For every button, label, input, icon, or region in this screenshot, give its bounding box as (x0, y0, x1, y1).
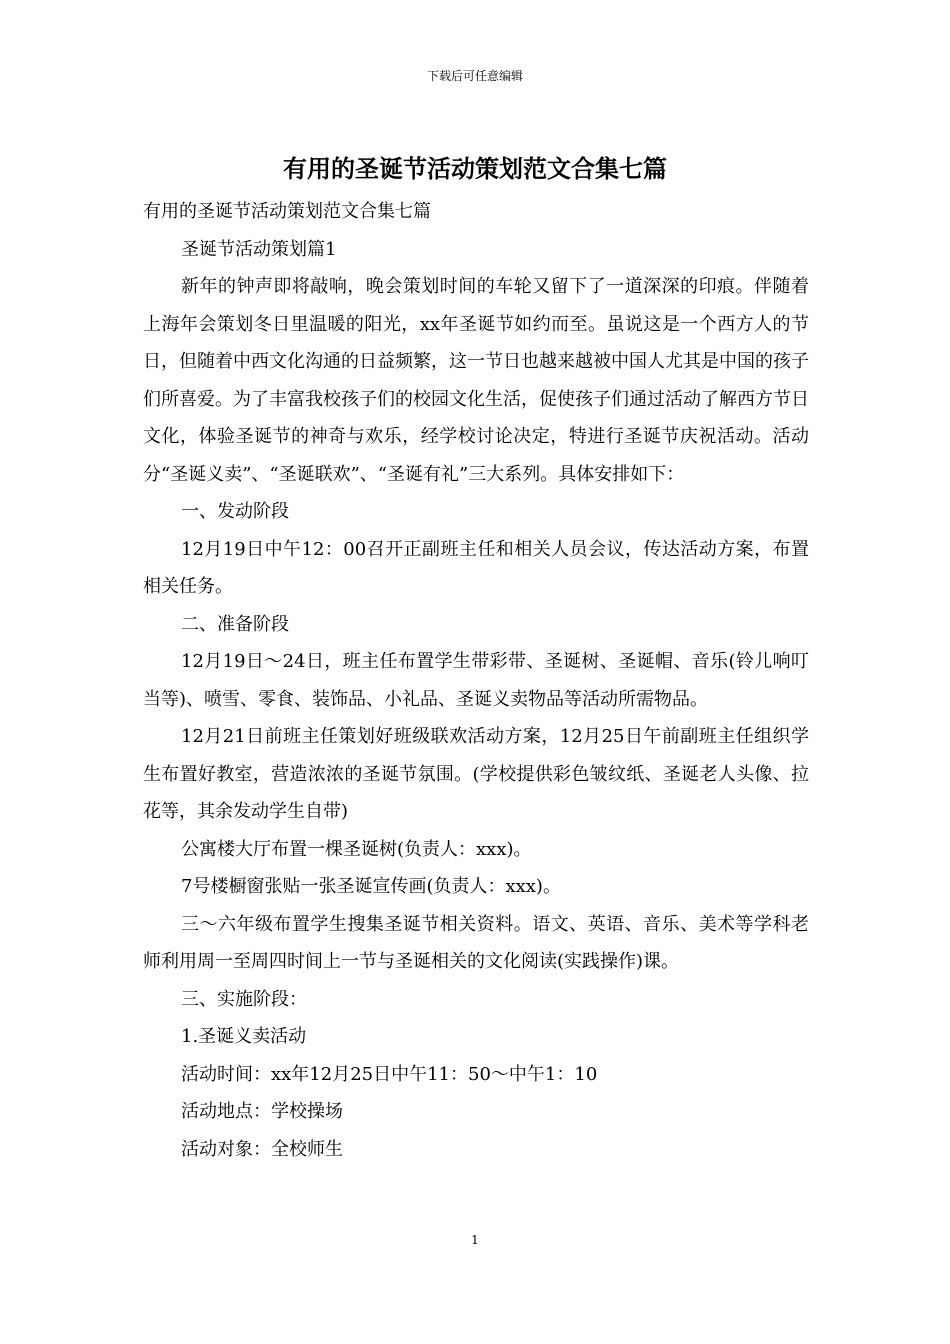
paragraph-stage-2-body-5: 三～六年级布置学生搜集圣诞节相关资料。语文、英语、音乐、美术等学科老师利用周一至周四时间上一节与圣诞相关的文化阅读(实践操作)课。 (143, 913, 809, 972)
paragraph-activity-location: 活动地点：学校操场 (181, 1101, 343, 1122)
paragraph-stage-2-body-4: 7号楼橱窗张贴一张圣诞宣传画(负责人：xxx)。 (181, 876, 561, 897)
paragraph-activity-audience: 活动对象：全校师生 (181, 1138, 343, 1160)
paragraph-intro: 新年的钟声即将敲响，晚会策划时间的车轮又留下了一道深深的印痕。伴随着上海年会策划冬日里温暖的阳光，xx年圣诞节如约而至。虽说这是一个西方人的节日，但随着中西文化沟通的日益频繁，这一节日也越来越被中国人尤其是中国的孩子们所喜爱。为了丰富我校孩子们的校园文化生活，促使孩子们通过活动了解西方节日文化，体验圣诞节的神奇与欢乐，经学校讨论决定，特进行圣诞节庆祝活动。活动分“圣诞义卖”、“圣诞联欢”、“圣诞有礼”三大系列。具体安排如下： (143, 276, 809, 485)
paragraph-activity-1-heading: 1.圣诞义卖活动 (181, 1026, 307, 1047)
document-title: 有用的圣诞节活动策划范文合集七篇 (283, 154, 667, 183)
header-note: 下载后可任意编辑 (426, 69, 523, 83)
paragraph-activity-time: 活动时间：xx年12月25日中午11：50～中午1：10 (181, 1063, 598, 1085)
paragraph-section-heading: 圣诞节活动策划篇1 (181, 238, 337, 260)
document-body (143, 193, 809, 1168)
paragraph-stage-2-body-3: 公寓楼大厅布置一棵圣诞树(负责人：xxx)。 (181, 838, 532, 860)
paragraph-stage-1-heading: 一、发动阶段 (181, 501, 289, 522)
paragraph-stage-1-body: 12月19日中午12：00召开正副班主任和相关人员会议，传达活动方案，布置相关任务。 (143, 538, 809, 597)
paragraph-stage-2-heading: 二、准备阶段 (181, 613, 289, 635)
paragraph-stage-3-heading: 三、实施阶段： (181, 988, 307, 1010)
page-number: 1 (471, 1233, 479, 1247)
paragraph-stage-2-body-1: 12月19日～24日，班主任布置学生带彩带、圣诞树、圣诞帽、音乐(铃儿响叮当等)、喷雪、零食、装饰品、小礼品、圣诞义卖物品等活动所需物品。 (143, 651, 809, 710)
paragraph-stage-2-body-2: 12月21日前班主任策划好班级联欢活动方案，12月25日午前副班主任组织学生布置好教室，营造浓浓的圣诞节氛围。(学校提供彩色皱纹纸、圣诞老人头像、拉花等，其余发动学生自带) (143, 726, 809, 822)
paragraph-subtitle: 有用的圣诞节活动策划范文合集七篇 (143, 201, 431, 222)
